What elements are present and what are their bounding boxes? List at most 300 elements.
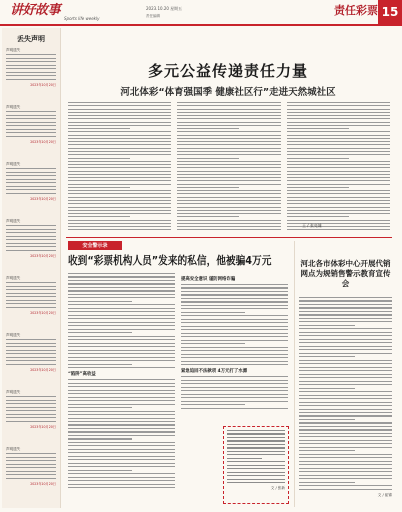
text-line bbox=[299, 349, 392, 350]
text-line bbox=[68, 135, 171, 136]
text-line bbox=[6, 58, 56, 59]
text-line bbox=[68, 435, 175, 436]
text-line bbox=[177, 171, 280, 172]
text-line bbox=[287, 141, 390, 142]
text-line bbox=[6, 364, 56, 365]
text-line bbox=[6, 339, 56, 340]
text-line bbox=[68, 477, 175, 478]
text-line bbox=[299, 311, 392, 312]
text-line bbox=[6, 193, 56, 194]
paragraph-lines bbox=[68, 379, 175, 488]
text-line bbox=[6, 125, 56, 126]
lost-notice-item bbox=[6, 48, 56, 87]
text-line bbox=[227, 437, 285, 438]
notice-date: 2023年10月20日 bbox=[30, 253, 56, 258]
lost-notice-item bbox=[6, 105, 56, 144]
lost-notice-item bbox=[6, 276, 56, 315]
text-line bbox=[177, 125, 280, 126]
text-line bbox=[68, 445, 175, 446]
text-line bbox=[287, 125, 390, 126]
article-subheadline: 河北体彩“体育强国季 健康社区行”走进天然城社区 bbox=[120, 87, 336, 98]
text-line bbox=[287, 102, 390, 103]
text-line bbox=[68, 187, 130, 188]
text-line bbox=[6, 132, 56, 133]
text-line bbox=[6, 122, 56, 123]
notice-title: 声明遗失 bbox=[6, 219, 21, 223]
text-line bbox=[287, 138, 390, 139]
text-line bbox=[181, 308, 288, 309]
text-line bbox=[6, 403, 56, 404]
text-line bbox=[299, 422, 392, 423]
text-line bbox=[177, 167, 280, 168]
text-line bbox=[68, 379, 175, 380]
text-line bbox=[68, 287, 175, 288]
text-line bbox=[68, 463, 175, 464]
text-line bbox=[6, 453, 56, 454]
notice-text bbox=[6, 396, 56, 421]
text-line bbox=[68, 193, 171, 194]
text-line bbox=[68, 322, 175, 323]
text-line bbox=[287, 177, 390, 178]
text-line bbox=[68, 128, 130, 129]
text-line bbox=[68, 177, 171, 178]
notice-date: 2023年10月20日 bbox=[30, 310, 56, 315]
text-line bbox=[68, 315, 175, 316]
text-line bbox=[177, 105, 280, 106]
text-line bbox=[68, 421, 175, 422]
text-line bbox=[68, 404, 175, 405]
paragraph-lines bbox=[181, 284, 288, 365]
text-line bbox=[287, 135, 390, 136]
text-line bbox=[68, 452, 175, 453]
text-line bbox=[68, 213, 171, 214]
text-line bbox=[6, 111, 56, 112]
notice-date: 2023年10月20日 bbox=[30, 82, 56, 87]
text-line bbox=[68, 122, 171, 123]
text-line bbox=[68, 151, 171, 152]
text-line bbox=[177, 118, 280, 119]
text-line bbox=[287, 151, 390, 152]
text-line bbox=[181, 319, 288, 320]
text-line bbox=[68, 161, 171, 162]
text-line bbox=[287, 171, 390, 172]
text-line bbox=[68, 297, 175, 298]
text-line bbox=[177, 190, 280, 191]
fraud-headline: 收到“彩票机构人员”发来的私信，他被骗4万元 bbox=[68, 254, 272, 267]
text-line bbox=[68, 360, 175, 361]
text-line bbox=[287, 216, 349, 217]
text-line bbox=[68, 102, 171, 103]
text-line bbox=[177, 216, 239, 217]
text-line bbox=[6, 350, 56, 351]
text-line bbox=[287, 118, 390, 119]
text-line bbox=[227, 475, 285, 476]
fraud-byline: 文 / 张新 bbox=[270, 486, 285, 491]
text-line bbox=[181, 380, 288, 381]
text-line bbox=[177, 213, 280, 214]
text-line bbox=[299, 429, 392, 430]
text-line bbox=[227, 451, 285, 452]
text-line bbox=[6, 346, 56, 347]
header-rule bbox=[0, 24, 402, 26]
text-line bbox=[287, 213, 390, 214]
text-line bbox=[68, 473, 175, 474]
text-line bbox=[299, 314, 392, 315]
text-line bbox=[6, 471, 56, 472]
text-line bbox=[177, 184, 280, 185]
text-line bbox=[299, 342, 392, 343]
text-line bbox=[227, 433, 285, 434]
text-line bbox=[68, 197, 171, 198]
text-line bbox=[177, 109, 280, 110]
text-line bbox=[227, 454, 285, 455]
right-article-byline: 文 / 崔锦 bbox=[377, 492, 392, 497]
text-line bbox=[299, 388, 355, 389]
text-line bbox=[68, 332, 132, 333]
text-line bbox=[68, 325, 175, 326]
text-line bbox=[68, 364, 132, 365]
text-line bbox=[227, 458, 262, 459]
text-line bbox=[6, 464, 56, 465]
text-line bbox=[177, 135, 280, 136]
text-line bbox=[68, 131, 171, 132]
text-line bbox=[68, 357, 175, 358]
text-line bbox=[299, 318, 392, 319]
text-line bbox=[181, 364, 288, 365]
text-line bbox=[177, 161, 280, 162]
notice-text bbox=[6, 54, 56, 79]
text-line bbox=[6, 303, 56, 304]
text-line bbox=[299, 370, 392, 371]
text-line bbox=[68, 339, 175, 340]
text-line bbox=[68, 407, 132, 408]
text-line bbox=[68, 273, 175, 274]
editor-line: 责任编辑 bbox=[146, 14, 160, 18]
text-line bbox=[181, 322, 288, 323]
text-line bbox=[177, 148, 280, 149]
text-line bbox=[299, 433, 392, 434]
text-line bbox=[68, 223, 171, 224]
text-line bbox=[68, 109, 171, 110]
text-line bbox=[299, 461, 392, 462]
text-line bbox=[68, 418, 175, 419]
text-line bbox=[6, 179, 56, 180]
text-line bbox=[68, 184, 171, 185]
right-article-headline: 河北各市体彩中心开展代销网点为规销售警示教育宣传会 bbox=[300, 259, 391, 288]
masthead-logo: 讲好故事 bbox=[10, 3, 61, 18]
text-line bbox=[68, 459, 175, 460]
text-line bbox=[287, 220, 390, 221]
text-line bbox=[299, 405, 392, 406]
text-line bbox=[6, 68, 56, 69]
text-line bbox=[6, 115, 56, 116]
notice-date: 2023年10月20日 bbox=[30, 424, 56, 429]
text-line bbox=[299, 300, 392, 301]
text-line bbox=[68, 171, 171, 172]
text-line bbox=[181, 376, 288, 377]
text-line bbox=[181, 298, 288, 299]
text-line bbox=[6, 189, 56, 190]
text-line bbox=[68, 210, 171, 211]
text-line bbox=[181, 301, 288, 302]
notice-title: 声明遗失 bbox=[6, 447, 21, 451]
text-line bbox=[68, 276, 175, 277]
text-line bbox=[68, 390, 175, 391]
text-line bbox=[6, 239, 56, 240]
text-line bbox=[299, 367, 392, 368]
text-line bbox=[6, 410, 56, 411]
text-line bbox=[6, 353, 56, 354]
text-line bbox=[299, 415, 392, 416]
article-column bbox=[68, 102, 171, 230]
text-line bbox=[299, 374, 392, 375]
text-line bbox=[68, 311, 175, 312]
text-line bbox=[299, 377, 392, 378]
text-line bbox=[227, 444, 285, 445]
sidebar-heading: 丢失声明 bbox=[17, 35, 45, 43]
text-line bbox=[68, 343, 175, 344]
text-line bbox=[6, 300, 56, 301]
text-line bbox=[177, 164, 280, 165]
text-line bbox=[6, 118, 56, 119]
text-line bbox=[6, 225, 56, 226]
text-line bbox=[181, 397, 288, 398]
text-line bbox=[6, 286, 56, 287]
text-line bbox=[181, 383, 288, 384]
text-line bbox=[68, 220, 171, 221]
text-line bbox=[68, 428, 175, 429]
text-line bbox=[68, 431, 175, 432]
text-line bbox=[68, 105, 171, 106]
text-line bbox=[68, 438, 132, 439]
text-line bbox=[299, 321, 392, 322]
text-line bbox=[68, 304, 175, 305]
text-line bbox=[181, 326, 288, 327]
text-line bbox=[177, 200, 280, 201]
text-line bbox=[177, 115, 280, 116]
notice-text bbox=[6, 225, 56, 250]
text-line bbox=[299, 395, 392, 396]
text-line bbox=[181, 305, 288, 306]
text-line bbox=[299, 339, 392, 340]
lost-notice-item bbox=[6, 219, 56, 258]
text-line bbox=[177, 203, 280, 204]
text-line bbox=[68, 115, 171, 116]
tips-lines bbox=[227, 430, 285, 483]
text-line bbox=[6, 396, 56, 397]
text-line bbox=[287, 131, 390, 132]
text-line bbox=[68, 367, 175, 368]
text-line bbox=[299, 440, 392, 441]
text-line bbox=[181, 329, 288, 330]
text-line bbox=[299, 482, 355, 483]
notice-title: 声明遗失 bbox=[6, 390, 21, 394]
text-line bbox=[299, 409, 392, 410]
text-line bbox=[181, 315, 288, 316]
text-line bbox=[177, 151, 280, 152]
text-line bbox=[299, 450, 355, 451]
text-line bbox=[287, 164, 390, 165]
text-line bbox=[68, 400, 175, 401]
text-line bbox=[287, 105, 390, 106]
text-line bbox=[68, 449, 175, 450]
text-line bbox=[287, 190, 390, 191]
text-line bbox=[68, 350, 175, 351]
section-divider bbox=[66, 237, 392, 238]
notice-date: 2023年10月20日 bbox=[30, 139, 56, 144]
text-line bbox=[68, 167, 171, 168]
text-line bbox=[299, 360, 392, 361]
text-line bbox=[299, 335, 392, 336]
notice-text bbox=[6, 282, 56, 307]
text-line bbox=[287, 210, 390, 211]
text-line bbox=[68, 424, 175, 425]
text-line bbox=[6, 467, 56, 468]
text-line bbox=[6, 474, 56, 475]
text-line bbox=[181, 291, 288, 292]
article-column bbox=[287, 102, 390, 230]
text-line bbox=[181, 390, 288, 391]
text-line bbox=[299, 471, 392, 472]
text-line bbox=[299, 478, 392, 479]
lost-notice-item bbox=[6, 390, 56, 429]
masthead-subtitle: Sports life weekly bbox=[64, 16, 100, 21]
text-line bbox=[181, 404, 245, 405]
text-line bbox=[177, 138, 280, 139]
warning-tag: 安全警示录 bbox=[68, 241, 122, 250]
lost-notice-item bbox=[6, 333, 56, 372]
text-line bbox=[299, 436, 392, 437]
text-line bbox=[68, 470, 132, 471]
text-line bbox=[287, 115, 390, 116]
text-line bbox=[68, 329, 175, 330]
text-line bbox=[227, 447, 285, 448]
text-line bbox=[177, 141, 280, 142]
text-line bbox=[68, 226, 171, 227]
text-line bbox=[177, 174, 280, 175]
text-line bbox=[299, 332, 392, 333]
notice-title: 声明遗失 bbox=[6, 162, 21, 166]
text-line bbox=[299, 464, 392, 465]
text-line bbox=[287, 122, 390, 123]
text-line bbox=[299, 454, 392, 455]
text-line bbox=[177, 102, 280, 103]
text-line bbox=[68, 164, 171, 165]
text-line bbox=[68, 397, 175, 398]
text-line bbox=[287, 184, 390, 185]
text-line bbox=[287, 109, 390, 110]
text-line bbox=[181, 284, 288, 285]
text-line bbox=[68, 386, 175, 387]
text-line bbox=[287, 112, 390, 113]
text-line bbox=[68, 487, 175, 488]
text-line bbox=[181, 340, 288, 341]
text-line bbox=[299, 443, 392, 444]
text-line bbox=[68, 308, 175, 309]
text-line bbox=[68, 466, 175, 467]
notice-title: 声明遗失 bbox=[6, 105, 21, 109]
page-number: 15 bbox=[378, 0, 402, 24]
text-line bbox=[6, 414, 56, 415]
text-line bbox=[68, 144, 171, 145]
text-line bbox=[177, 158, 239, 159]
article-column bbox=[177, 102, 280, 230]
text-line bbox=[177, 187, 239, 188]
text-line bbox=[299, 447, 392, 448]
text-line bbox=[6, 250, 56, 251]
lost-notice-item bbox=[6, 447, 56, 486]
text-line bbox=[287, 187, 349, 188]
paragraph-lines bbox=[299, 297, 392, 490]
text-line bbox=[6, 478, 56, 479]
text-line bbox=[299, 398, 392, 399]
text-line bbox=[181, 287, 288, 288]
text-line bbox=[299, 307, 392, 308]
notice-date: 2023年10月20日 bbox=[30, 196, 56, 201]
notice-date: 2023年10月20日 bbox=[30, 367, 56, 372]
text-line bbox=[299, 381, 392, 382]
tips-box bbox=[223, 426, 289, 504]
text-line bbox=[227, 482, 285, 483]
text-line bbox=[227, 461, 285, 462]
text-line bbox=[6, 407, 56, 408]
text-line bbox=[68, 203, 171, 204]
text-line bbox=[177, 122, 280, 123]
text-line bbox=[68, 346, 175, 347]
fraud-subhead: 紧急追回不法款项 4万元打了水漂 bbox=[181, 369, 248, 375]
text-line bbox=[287, 193, 390, 194]
text-line bbox=[287, 167, 390, 168]
text-line bbox=[6, 236, 56, 237]
text-line bbox=[6, 61, 56, 62]
text-line bbox=[6, 296, 56, 297]
text-line bbox=[287, 200, 390, 201]
text-line bbox=[6, 246, 56, 247]
text-line bbox=[177, 229, 280, 230]
text-line bbox=[177, 226, 280, 227]
text-line bbox=[68, 118, 171, 119]
text-line bbox=[68, 158, 130, 159]
text-line bbox=[68, 336, 175, 337]
lost-notice-sidebar bbox=[2, 28, 61, 508]
text-line bbox=[227, 472, 285, 473]
notice-text bbox=[6, 111, 56, 136]
text-line bbox=[6, 54, 56, 55]
notice-text bbox=[6, 168, 56, 193]
fraud-column-left bbox=[68, 273, 175, 505]
text-line bbox=[6, 293, 56, 294]
text-line bbox=[287, 128, 349, 129]
text-line bbox=[68, 180, 171, 181]
text-line bbox=[177, 177, 280, 178]
text-line bbox=[181, 408, 288, 409]
text-line bbox=[299, 419, 355, 420]
text-line bbox=[68, 294, 175, 295]
text-line bbox=[181, 312, 245, 313]
text-line bbox=[181, 354, 288, 355]
text-line bbox=[68, 290, 175, 291]
text-line bbox=[287, 229, 390, 230]
text-line bbox=[68, 190, 171, 191]
text-line bbox=[6, 168, 56, 169]
text-line bbox=[68, 229, 171, 230]
paragraph-lines bbox=[68, 273, 175, 368]
text-line bbox=[6, 175, 56, 176]
text-line bbox=[299, 489, 392, 490]
text-line bbox=[181, 343, 245, 344]
text-line bbox=[6, 343, 56, 344]
text-line bbox=[299, 328, 392, 329]
